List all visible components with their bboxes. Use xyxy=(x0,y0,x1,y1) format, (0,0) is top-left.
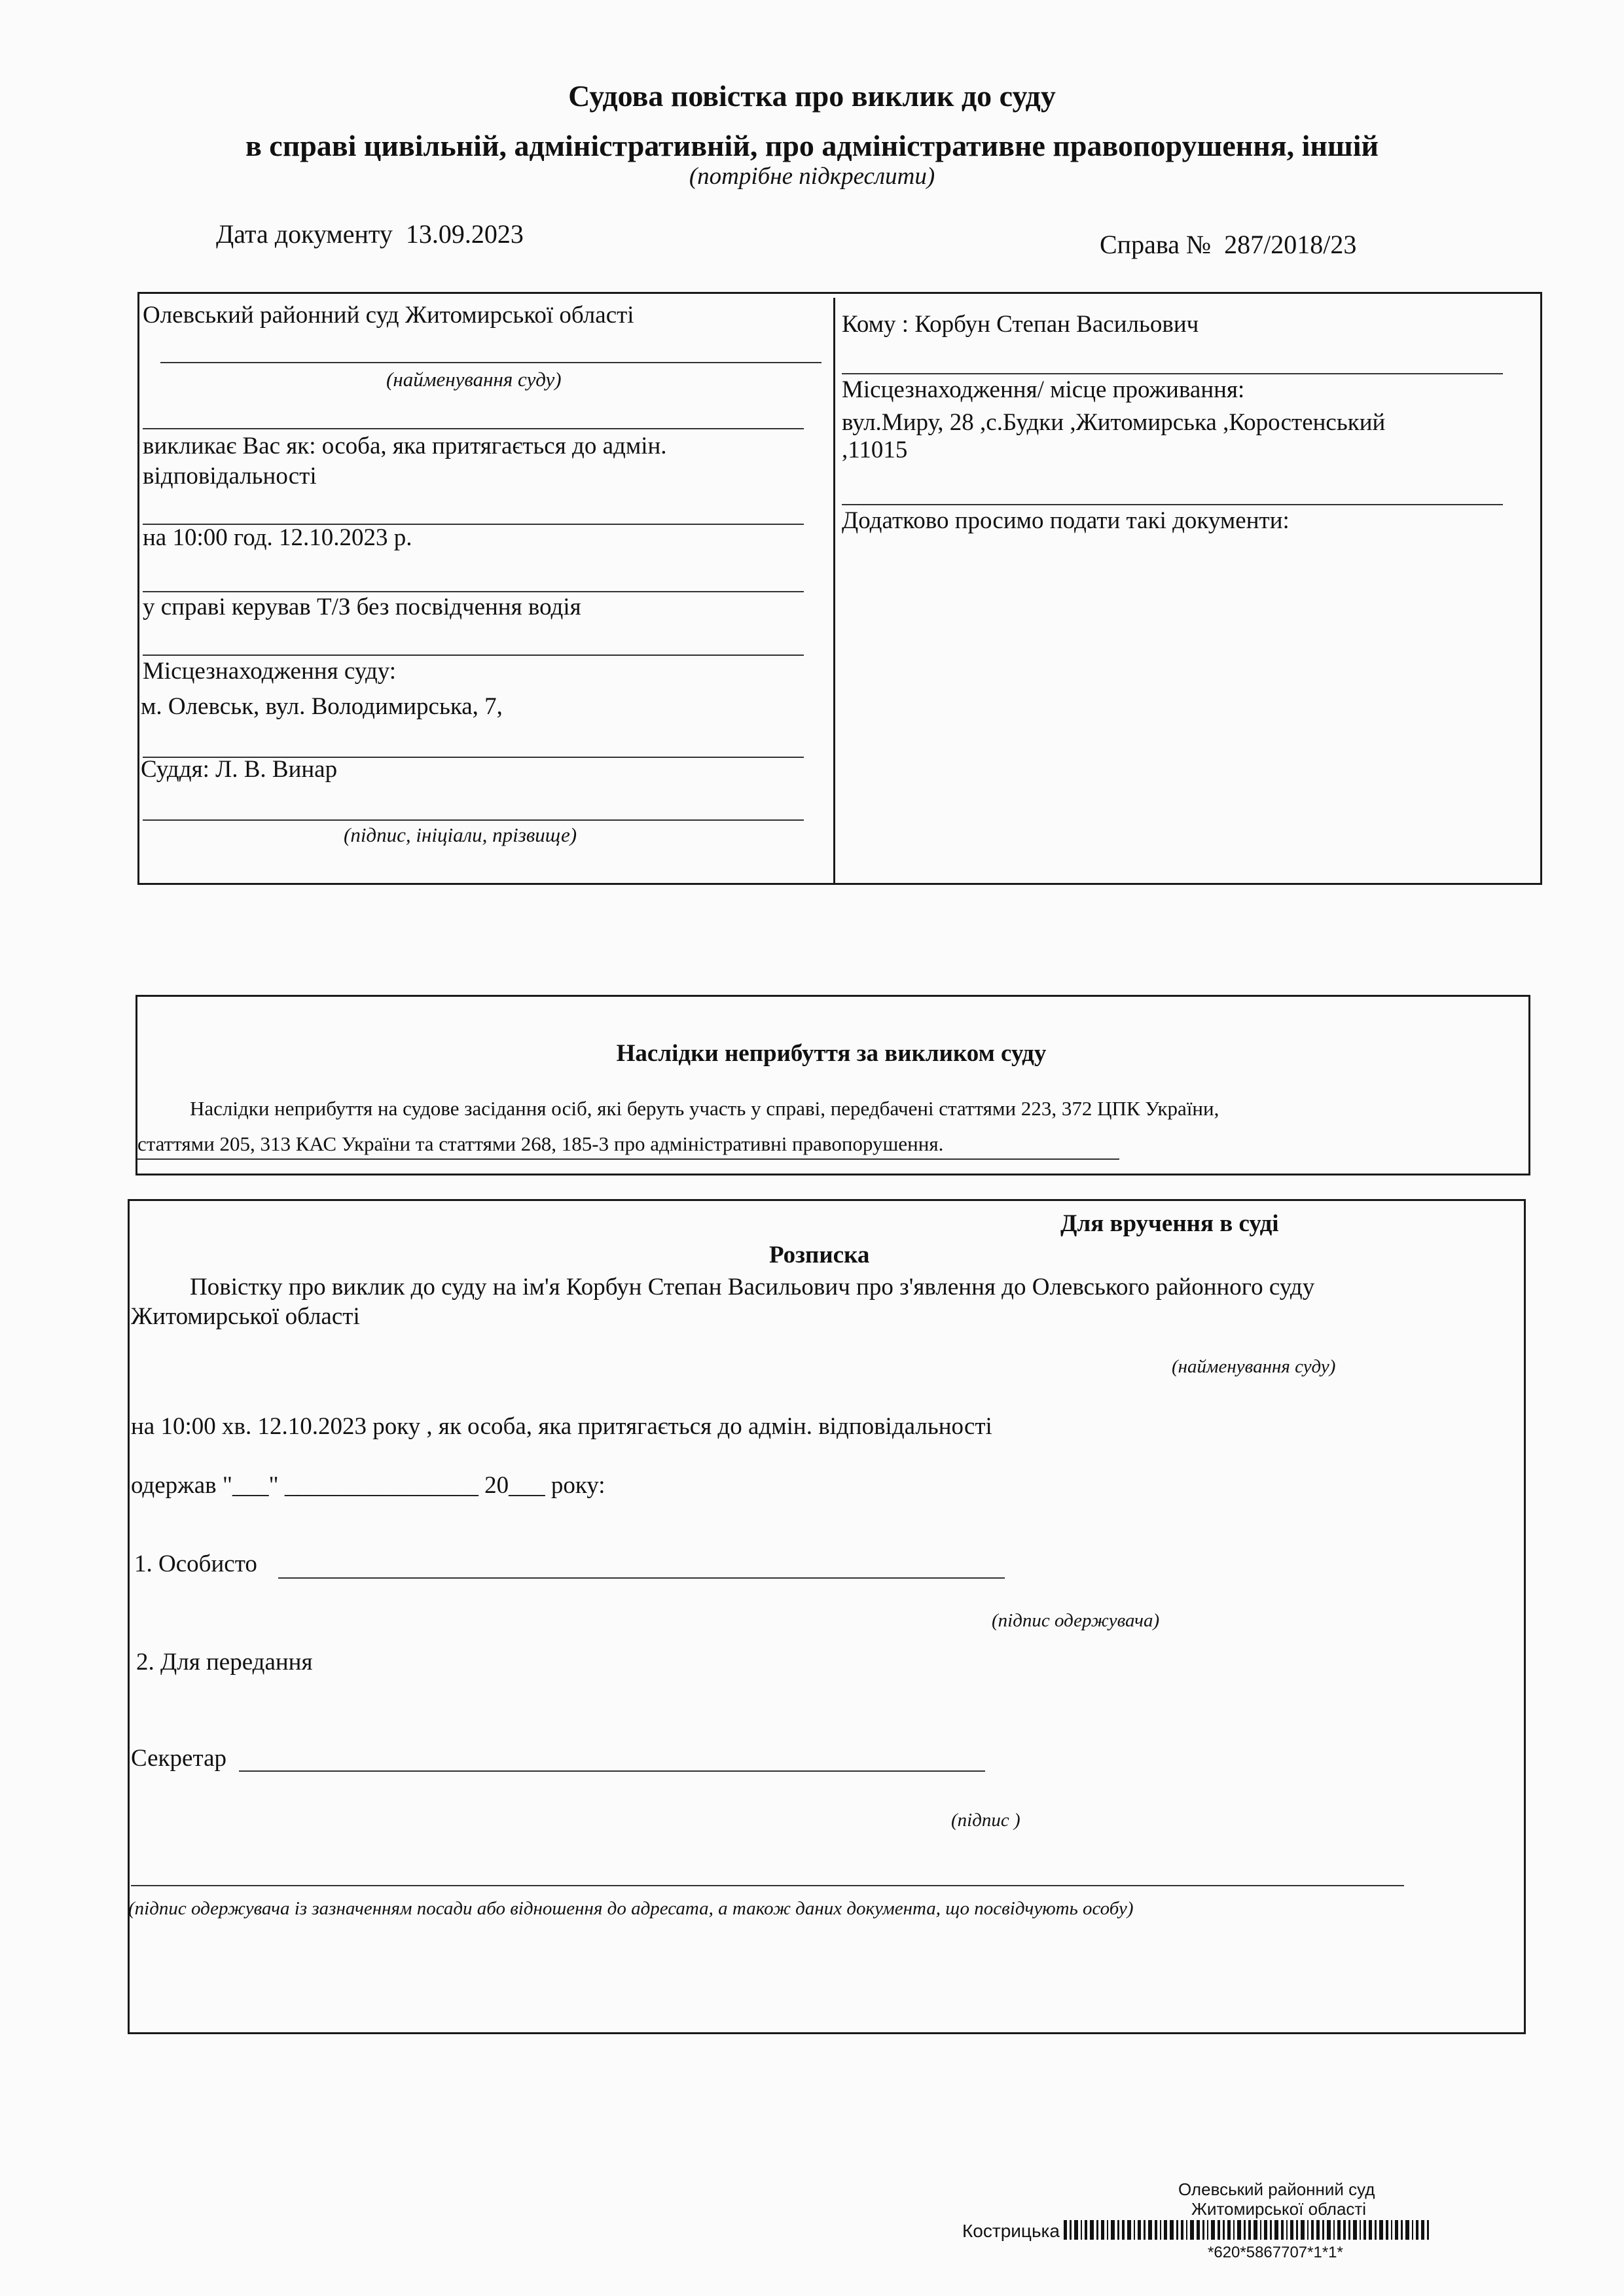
consequences-text-line-2: статтями 205, 313 КАС України та статтями 268, 185-3 про адміністративні правопорушення. xyxy=(137,1132,944,1155)
receipt-title: Розписка xyxy=(769,1242,870,1268)
secretary-label: Секретар xyxy=(131,1745,226,1772)
received-date-line: одержав "___" ________________ 20___ року: xyxy=(131,1472,605,1499)
for-delivery-label: Для вручення в суді xyxy=(1060,1210,1279,1237)
for-transfer-label: 2. Для передання xyxy=(136,1649,313,1676)
secretary-signature-caption: (підпис ) xyxy=(951,1810,1020,1831)
recipient: Кому : Корбун Степан Васильович xyxy=(842,311,1199,338)
consequences-text-line-1: Наслідки неприбуття на судове засідання осіб, які беруть участь у справі, передбачені статтями 223, 372 ЦПК України, xyxy=(190,1097,1219,1120)
court-location-label: Місцезнаходження суду: xyxy=(143,658,397,685)
court-name-caption: (найменування суду) xyxy=(386,368,562,391)
extra-documents: Додатково просимо подати такі документи: xyxy=(842,507,1290,534)
recipient-location-label: Місцезнаходження/ місце проживання: xyxy=(842,376,1245,403)
case-value: 287/2018/23 xyxy=(1224,230,1357,259)
form-divider xyxy=(833,298,835,883)
title-line-2: в справі цивільній, адміністративній, про адміністративне правопорушення, іншій xyxy=(245,129,1379,162)
receipt-time-line: на 10:00 хв. 12.10.2023 року , як особа, яка притягається до адмін. відповідальності xyxy=(131,1413,992,1440)
case-number xyxy=(1100,229,1356,260)
court-name: Олевський районний суд Житомирської області xyxy=(143,302,634,329)
judge-caption: (підпис, ініціали, прізвище) xyxy=(344,823,577,846)
stamp-court-line-2: Житомирської області xyxy=(1191,2199,1367,2219)
barcode-text: *620*5867707*1*1* xyxy=(1208,2244,1343,2261)
receipt-line-2: Житомирської області xyxy=(131,1303,360,1330)
case-label: Справа № xyxy=(1100,230,1212,259)
date-value: 13.09.2023 xyxy=(405,219,524,249)
receipt-court-caption: (найменування суду) xyxy=(1172,1356,1336,1377)
receipt-line-1: Повістку про виклик до суду на ім'я Корбун Степан Васильович про з'явлення до Олевського районного суду xyxy=(190,1274,1315,1300)
appearance-time: на 10:00 год. 12.10.2023 р. xyxy=(143,524,412,551)
judge: Суддя: Л. В. Винар xyxy=(141,756,338,783)
summons-as-line-1: викликає Вас як: особа, яка притягається до адмін. xyxy=(143,433,667,459)
title-note: (потрібне підкреслити) xyxy=(689,163,935,190)
receipt-footer-caption: (підпис одержувача із зазначенням посади або відношення до адресата, а також даних документа, що посвідчують особу) xyxy=(128,1898,1134,1919)
summons-as-line-2: відповідальності xyxy=(143,463,317,490)
clerk-name: Кострицька xyxy=(962,2221,1060,2241)
barcode xyxy=(1064,2220,1432,2240)
document-date xyxy=(216,219,524,249)
title-line-1: Судова повістка про виклик до суду xyxy=(568,79,1056,113)
recipient-address-line-1: вул.Миру, 28 ,с.Будки ,Житомирська ,Коростенський xyxy=(842,409,1386,436)
personally-label: 1. Особисто xyxy=(134,1551,257,1577)
recipient-address-line-2: ,11015 xyxy=(842,437,908,463)
recipient-signature-caption: (підпис одержувача) xyxy=(992,1610,1160,1631)
stamp-court-line-1: Олевський районний суд xyxy=(1178,2179,1375,2199)
court-location-value: м. Олевськ, вул. Володимирська, 7, xyxy=(141,693,503,720)
case-subject: у справі керував Т/З без посвідчення водія xyxy=(143,594,581,620)
summons-form-box xyxy=(137,292,1542,885)
date-label: Дата документу xyxy=(216,219,393,249)
consequences-title: Наслідки неприбуття за викликом суду xyxy=(616,1040,1047,1067)
